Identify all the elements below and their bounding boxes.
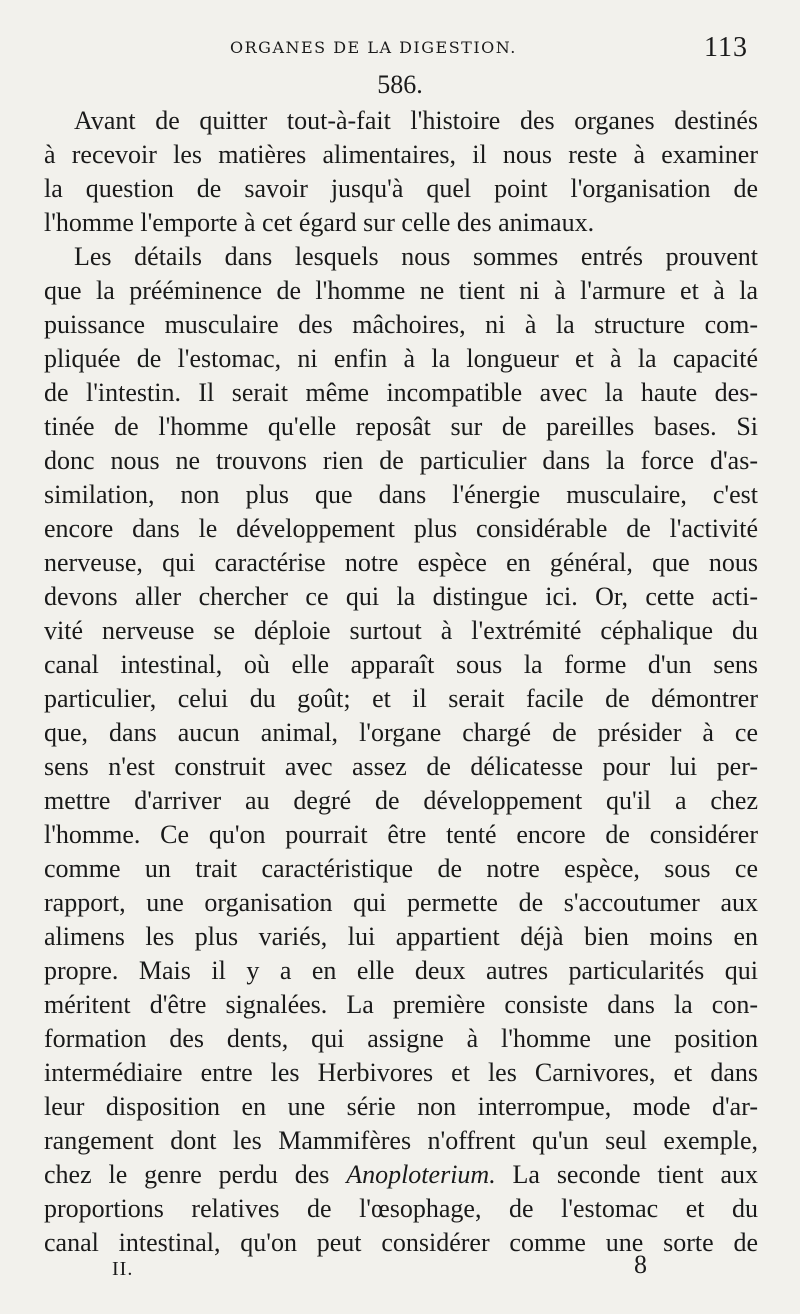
paragraph-1 [44,104,758,240]
text-line: que la prééminence de l'homme ne tient ni à l'armure et à la [44,276,758,305]
text-line: l'homme l'emporte à cet égard sur celle des animaux. [44,208,595,237]
text-line: que, dans aucun animal, l'organe chargé de présider à ce [44,718,758,747]
text-line: formation des dents, qui assigne à l'homme une position [44,1024,758,1053]
text-line: rapport, une organisation qui permette de s'accoutumer aux [44,888,758,917]
text-line: intermédiaire entre les Herbivores et les Carnivores, et dans [44,1058,758,1087]
text-line-with-italic [44,1158,758,1192]
text-line: méritent d'être signalées. La première consiste dans la con- [44,990,758,1019]
text-line: l'homme. Ce qu'on pourrait être tenté encore de considérer [44,820,758,849]
line-before-italic: chez le genre perdu des [44,1160,347,1189]
text-line: similation, non plus que dans l'énergie musculaire, c'est [44,480,758,509]
page-number: 113 [704,32,748,63]
paragraph-2 [44,240,758,1260]
text-line: canal intestinal, qu'on peut considérer comme une sorte de [44,1228,758,1257]
text-line: devons aller chercher ce qui la distingue ici. Or, cette acti- [44,582,758,611]
section-number: 586. [377,70,423,99]
text-line: Avant de quitter tout-à-fait l'histoire des organes destinés [74,106,758,135]
running-head-title: ORGANES DE LA DIGESTION. [230,38,517,57]
text-line: pliquée de l'estomac, ni enfin à la longueur et à la capacité [44,344,758,373]
text-line: rangement dont les Mammifères n'offrent qu'un seul exemple, [44,1126,758,1155]
text-line: la question de savoir jusqu'à quel point l'organisation de [44,174,758,203]
text-line: de l'intestin. Il serait même incompatible avec la haute des- [44,378,758,407]
text-line: tinée de l'homme qu'elle reposât sur de pareilles bases. Si [44,412,758,441]
body-text [44,104,758,1260]
text-line: à recevoir les matières alimentaires, il nous reste à examiner [44,140,758,169]
text-line: canal intestinal, où elle apparaît sous la forme d'un sens [44,650,758,679]
text-line: vité nerveuse se déploie surtout à l'extrémité céphalique du [44,616,758,645]
genus-name-italic: Anoploterium. [346,1160,496,1189]
text-line: puissance musculaire des mâchoires, ni à la structure com- [44,310,758,339]
running-head [40,32,760,62]
text-line: Les détails dans lesquels nous sommes entrés prouvent [74,242,758,271]
text-line: alimens les plus variés, lui appartient déjà bien moins en [44,922,758,951]
text-line: particulier, celui du goût; et il serait facile de démontrer [44,684,758,713]
text-line: propre. Mais il y a en elle deux autres particularités qui [44,956,758,985]
line-after-italic: La seconde tient aux [495,1160,758,1189]
text-line: proportions relatives de l'œsophage, de l'estomac et du [44,1194,758,1223]
signature-mark: II. [112,1258,134,1280]
text-line: encore dans le développement plus considérable de l'activité [44,514,758,543]
text-line: leur disposition en une série non interrompue, mode d'ar- [44,1092,758,1121]
text-line: nerveuse, qui caractérise notre espèce en général, que nous [44,548,758,577]
text-line: mettre d'arriver au degré de développement qu'il a chez [44,786,758,815]
text-line: donc nous ne trouvons rien de particulier dans la force d'as- [44,446,758,475]
text-line: sens n'est construit avec assez de délicatesse pour lui per- [44,752,758,781]
signature-number: 8 [634,1250,647,1279]
text-line: comme un trait caractéristique de notre espèce, sous ce [44,854,758,883]
